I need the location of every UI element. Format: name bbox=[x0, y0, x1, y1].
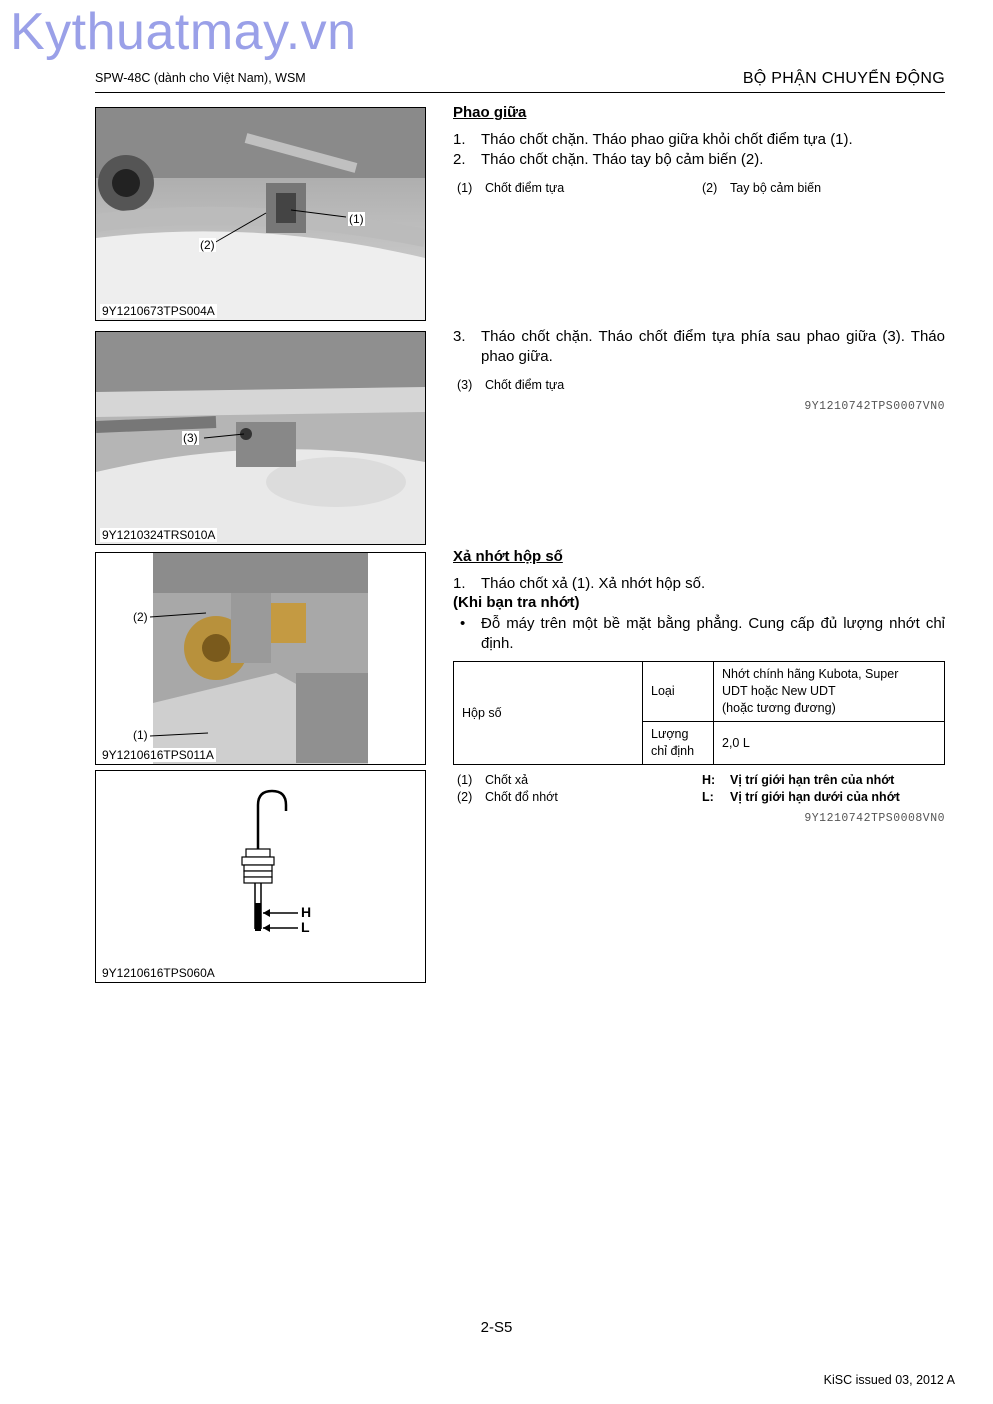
callout-2: (2) bbox=[133, 610, 148, 624]
legend-label: Vị trí giới hạn dưới của nhớt bbox=[730, 790, 900, 804]
legend-number: L: bbox=[702, 790, 714, 804]
watermark-text: Kythuatmay.vn bbox=[10, 3, 357, 61]
callout-1: (1) bbox=[133, 728, 148, 742]
legend-number: (1) bbox=[457, 773, 473, 787]
legend-item-2 bbox=[702, 181, 822, 195]
legend-drain-plug bbox=[457, 773, 529, 787]
legend-label: Chốt đổ nhớt bbox=[485, 790, 558, 804]
header-chapter-title: BỘ PHẬN CHUYỂN ĐỘNG bbox=[742, 70, 945, 87]
label-l: L bbox=[301, 919, 310, 935]
step-text: Tháo chốt chặn. Tháo chốt điểm tựa phía sau phao giữa (3). Tháo phao giữa. bbox=[481, 328, 945, 365]
legend-lower-limit bbox=[702, 790, 900, 804]
cell-type-label: Loại bbox=[643, 662, 714, 722]
photo-center-float bbox=[96, 108, 425, 320]
section-title-drain-oil: Xả nhớt hộp số bbox=[453, 548, 563, 565]
legend-number: (2) bbox=[457, 790, 473, 804]
step-number: 1. bbox=[453, 131, 466, 148]
cell-type-value bbox=[714, 662, 945, 722]
figure-rear-pivot-pin bbox=[95, 331, 426, 545]
legend-number: (1) bbox=[457, 181, 473, 195]
figure-transmission-plugs bbox=[95, 552, 426, 765]
step-3 bbox=[453, 327, 945, 367]
header-divider bbox=[95, 92, 945, 93]
legend-item-1 bbox=[457, 181, 565, 195]
legend-number: H: bbox=[702, 773, 716, 787]
figure-center-float-pivot bbox=[95, 107, 426, 321]
bullet-icon: • bbox=[460, 615, 466, 632]
bullet-refill bbox=[453, 614, 945, 654]
cell-capacity-value: 2,0 L bbox=[714, 722, 945, 765]
dipstick-drawing bbox=[96, 771, 425, 982]
legend-label: Tay bộ cảm biến bbox=[730, 181, 822, 195]
step-number: 3. bbox=[453, 328, 466, 345]
step-number: 1. bbox=[453, 575, 466, 592]
legend-label: Chốt điểm tựa bbox=[485, 181, 565, 195]
subheading-refill: (Khi bạn tra nhớt) bbox=[453, 594, 580, 611]
callout-2: (2) bbox=[200, 238, 215, 252]
step-number: 2. bbox=[453, 151, 466, 168]
photo-rear-pivot bbox=[96, 332, 425, 544]
step-text: Tháo chốt chặn. Tháo tay bộ cảm biến (2). bbox=[481, 151, 764, 168]
legend-label: Chốt điểm tựa bbox=[485, 378, 565, 392]
legend-label: Vị trí giới hạn trên của nhớt bbox=[730, 773, 895, 787]
capacity-label-line: Lượng bbox=[651, 727, 689, 741]
figure-caption: 9Y1210673TPS004A bbox=[102, 304, 215, 318]
type-value-line: (hoặc tương đương) bbox=[722, 701, 836, 715]
callout-3: (3) bbox=[183, 431, 198, 445]
header-manual-title: SPW-48C (dành cho Việt Nam), WSM bbox=[95, 71, 306, 85]
label-h: H bbox=[301, 904, 312, 920]
step-1 bbox=[453, 130, 945, 150]
callout-1: (1) bbox=[349, 212, 364, 226]
table-row bbox=[454, 662, 945, 722]
page-number: 2-S5 bbox=[480, 1319, 513, 1336]
step-2 bbox=[453, 150, 945, 170]
reference-code-2: 9Y1210742TPS0008VN0 bbox=[804, 812, 945, 825]
cell-capacity-label bbox=[643, 722, 714, 765]
type-value-line: UDT hoặc New UDT bbox=[722, 684, 836, 698]
section-title-center-float: Phao giữa bbox=[453, 104, 527, 121]
figure-dipstick bbox=[95, 770, 426, 983]
type-value-line: Nhớt chính hãng Kubota, Super bbox=[722, 667, 899, 681]
step-drain-1 bbox=[453, 574, 945, 594]
figure-caption: 9Y1210616TPS060A bbox=[102, 966, 215, 980]
legend-number: (2) bbox=[702, 181, 718, 195]
footer-issue: KiSC issued 03, 2012 A bbox=[823, 1373, 955, 1387]
cell-item: Hộp số bbox=[454, 662, 643, 765]
bullet-text: Đỗ máy trên một bề mặt bằng phẳng. Cung cấp đủ lượng nhớt chỉ định. bbox=[481, 615, 945, 652]
capacity-label-line: chỉ định bbox=[651, 744, 695, 758]
legend-number: (3) bbox=[457, 378, 473, 392]
legend-upper-limit bbox=[702, 773, 895, 787]
figure-caption: 9Y1210616TPS011A bbox=[102, 748, 214, 762]
legend-filler-plug bbox=[457, 790, 558, 804]
oil-spec-table bbox=[453, 661, 945, 765]
legend-item-3 bbox=[457, 378, 565, 392]
figure-caption: 9Y1210324TRS010A bbox=[102, 528, 216, 542]
legend-label: Chốt xả bbox=[485, 773, 529, 787]
step-text: Tháo chốt xả (1). Xả nhớt hộp số. bbox=[481, 575, 706, 592]
step-text: Tháo chốt chặn. Tháo phao giữa khỏi chốt điểm tựa (1). bbox=[481, 131, 853, 148]
reference-code-1: 9Y1210742TPS0007VN0 bbox=[804, 400, 945, 413]
